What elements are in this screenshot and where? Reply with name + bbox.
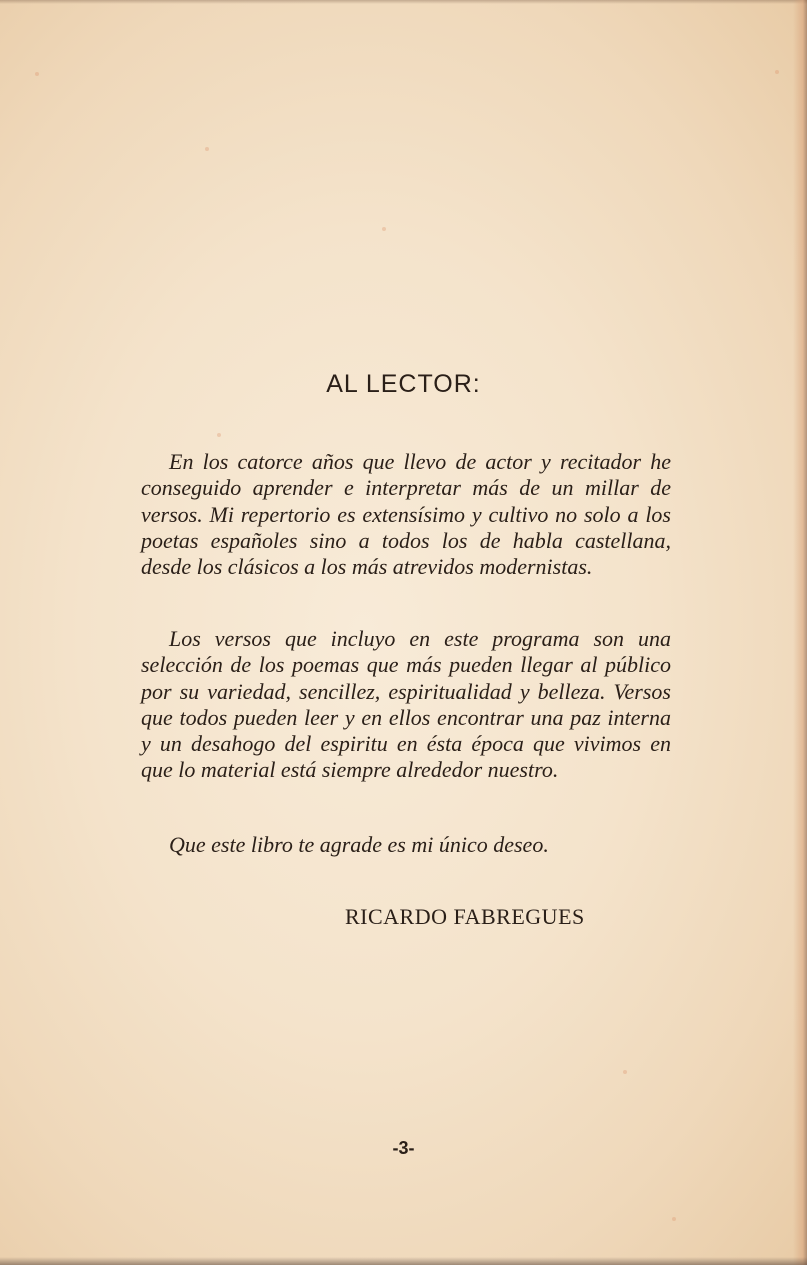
page-title: AL LECTOR:	[326, 370, 481, 398]
paragraph-intro: En los catorce años que llevo de actor y recitador he conseguido aprender e interpretar más de un millar de versos. Mi repertorio es extensísimo y cultivo no solo a los poetas españoles sino a todos los de habla castellana, desde los clásicos a los más atrevidos modernistas.	[141, 449, 671, 580]
author-signature: RICARDO FABREGUES	[345, 904, 585, 929]
paper-speck	[672, 1217, 676, 1221]
page-top-edge	[0, 0, 807, 4]
paper-speck	[623, 1070, 627, 1074]
paragraph-selection: Los versos que incluyo en este programa son una selección de los poemas que más pueden llegar al público por su variedad, sencillez, espiritualidad y belleza. Versos que todos pueden leer y en ellos encontrar una paz interna y un desahogo del espiritu en ésta época que vivimos en que lo material está siempre alrededor nuestro.	[141, 626, 671, 783]
page-right-edge	[793, 0, 807, 1265]
paragraph-wish: Que este libro te agrade es mi único deseo.	[169, 832, 549, 857]
paper-speck	[382, 227, 386, 231]
paper-speck	[775, 70, 779, 74]
page-bottom-edge	[0, 1257, 807, 1265]
page-number: -3-	[392, 1138, 415, 1158]
paper-speck	[205, 147, 209, 151]
paper-speck	[35, 72, 39, 76]
paper-speck	[217, 433, 221, 437]
